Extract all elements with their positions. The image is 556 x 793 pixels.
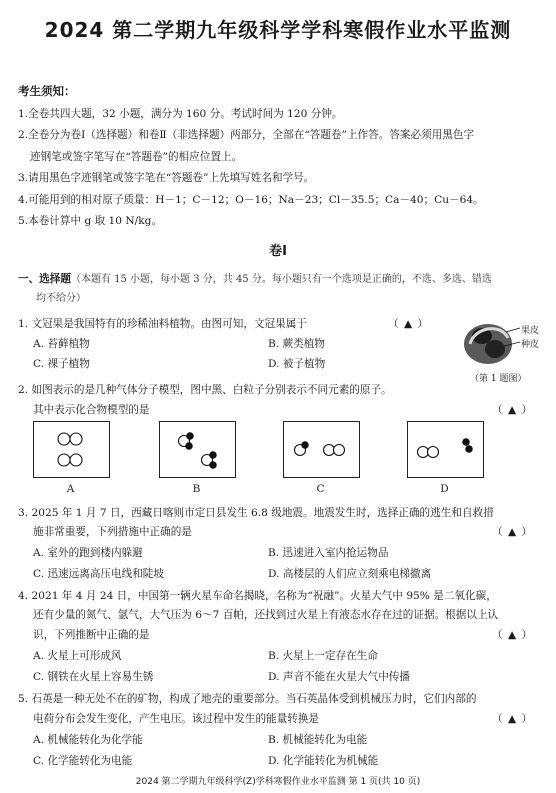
notice-item-continued: 迹钢笔或签字笔写在“答题卷”的相应位置上。: [30, 150, 243, 163]
option-b: B. 迅速进入室内抢运物品: [268, 547, 389, 559]
notice-item: 2.全卷分为卷Ⅰ（选择题）和卷Ⅱ（非选择题）两部分，全部在“答题卷”上作答。答案必须用黑色字: [18, 129, 475, 142]
question-5-stem: 5. 石英是一种无处不在的矿物，构成了地壳的重要部分。当石英晶体受到机械压力时，它们内部的: [18, 693, 477, 705]
fig-label-seedcoat: 种皮: [521, 340, 540, 350]
notice-item: 4.可能用到的相对原子质量：H－1；C－12；O－16；Na－23；Cl－35.5；Ca－40；Cu－64。: [18, 193, 484, 206]
model-box-b: [159, 421, 236, 478]
question-2-stem: 2. 如图表示的是几种气体分子模型，图中黑、白粒子分别表示不同元素的原子。: [18, 384, 392, 396]
option-c: C. 化学能转化为电能: [33, 755, 133, 767]
question-4-stem: 4. 2021 年 4 月 24 日，中国第一辆火星车命名揭晓，名称为“祝融”。火星大气中 95% 是二氧化碳，: [18, 590, 497, 602]
molecule-model-b: [160, 422, 235, 477]
section-title: 一、选择题: [18, 273, 71, 285]
notice-item: 1.全卷共四大题，32 小题，满分为 160 分。考试时间为 120 分钟。: [18, 108, 343, 120]
model-label-d: D: [440, 483, 449, 495]
model-label-c: C: [316, 483, 325, 495]
section-note: （本题有 15 小题，每小题 3 分，共 45 分。每小题只有一个选项是正确的，不选、多选、错选: [70, 274, 492, 285]
answer-blank: （ ▲ ）: [492, 713, 534, 725]
notice-heading: 考生须知：: [18, 84, 76, 98]
option-b: B. 机械能转化为电能: [268, 734, 368, 746]
answer-blank: （ ▲ ）: [492, 526, 534, 538]
molecule-model-a: [34, 422, 109, 477]
option-a: A. 苔藓植物: [33, 338, 90, 350]
answer-blank: （ ▲ ）: [492, 404, 534, 416]
molecule-model-c: [284, 422, 359, 477]
option-d: D. 被子植物: [268, 358, 326, 370]
question-1-stem: 1. 文冠果是我国特有的珍稀油料植物。由图可知，文冠果属于: [18, 318, 307, 330]
option-d: D. 高楼层的人们应立刻乘电梯撤离: [268, 568, 432, 580]
page-footer: 2024 第二学期九年级科学(Z)学科寒假作业水平监测 第 1 页(共 10 页): [135, 777, 421, 787]
section-note-continued: 均不给分）: [36, 293, 86, 304]
option-c: C. 迅速远离高压电线和陡坡: [33, 568, 164, 580]
option-d: D. 声音不能在火星大气中传播: [268, 671, 410, 683]
molecule-model-d: [408, 422, 483, 477]
figure-caption: （第 1 题图）: [470, 374, 527, 384]
question-3-stem-continued: 施非常重要，下列措施中正确的是: [33, 526, 192, 538]
question-4-stem-continued: 识，下列推断中正确的是: [33, 629, 150, 641]
option-b: B. 火星上一定存在生命: [268, 650, 378, 662]
option-c: C. 裸子植物: [33, 358, 90, 370]
notice-list: [18, 104, 546, 232]
answer-blank: （ ▲ ）: [388, 318, 430, 330]
model-label-a: A: [66, 483, 75, 495]
option-a: A. 室外的跑到楼内躲避: [33, 547, 143, 559]
question-3-stem: 3. 2025 年 1 月 7 日，西藏日喀则市定日县发生 6.8 级地震。地震发生时，选择正确的逃生和自救措: [18, 507, 494, 519]
question-2-stem-continued: 其中表示化合物模型的是: [33, 404, 150, 416]
option-d: D. 化学能转化为机械能: [268, 755, 379, 767]
model-box-a: [33, 421, 110, 478]
model-label-b: B: [192, 483, 201, 495]
answer-blank: （ ▲ ）: [492, 629, 534, 641]
page-title: 2024 第二学期九年级科学学科寒假作业水平监测: [44, 18, 512, 42]
option-a: A. 火星上可形成风: [33, 650, 122, 662]
option-a: A. 机械能转化为化学能: [33, 734, 143, 746]
option-b: B. 蕨类植物: [268, 338, 325, 350]
fig-label-pericarp: 果皮: [521, 326, 540, 336]
question-5-stem-continued: 电荷分布会发生变化，产生电压。该过程中发生的能量转换是: [33, 713, 320, 725]
volume-title: 卷Ⅰ: [269, 244, 287, 259]
section-heading: [18, 270, 548, 308]
model-box-c: [283, 421, 360, 478]
question-4-stem-continued: 还有少量的氮气、氩气，大气压为 6～7 百帕，还找到过火星上有液态水存在过的证据。根据以上认: [33, 609, 499, 621]
model-box-d: [407, 421, 484, 478]
notice-item: 5.本卷计算中 g 取 10 N/kg。: [18, 215, 163, 228]
option-c: C. 钢铁在火星上容易生锈: [33, 671, 154, 683]
notice-item: 3.请用黑色字迹钢笔或签字笔在“答题卷”上先填写姓名和学号。: [18, 172, 315, 185]
